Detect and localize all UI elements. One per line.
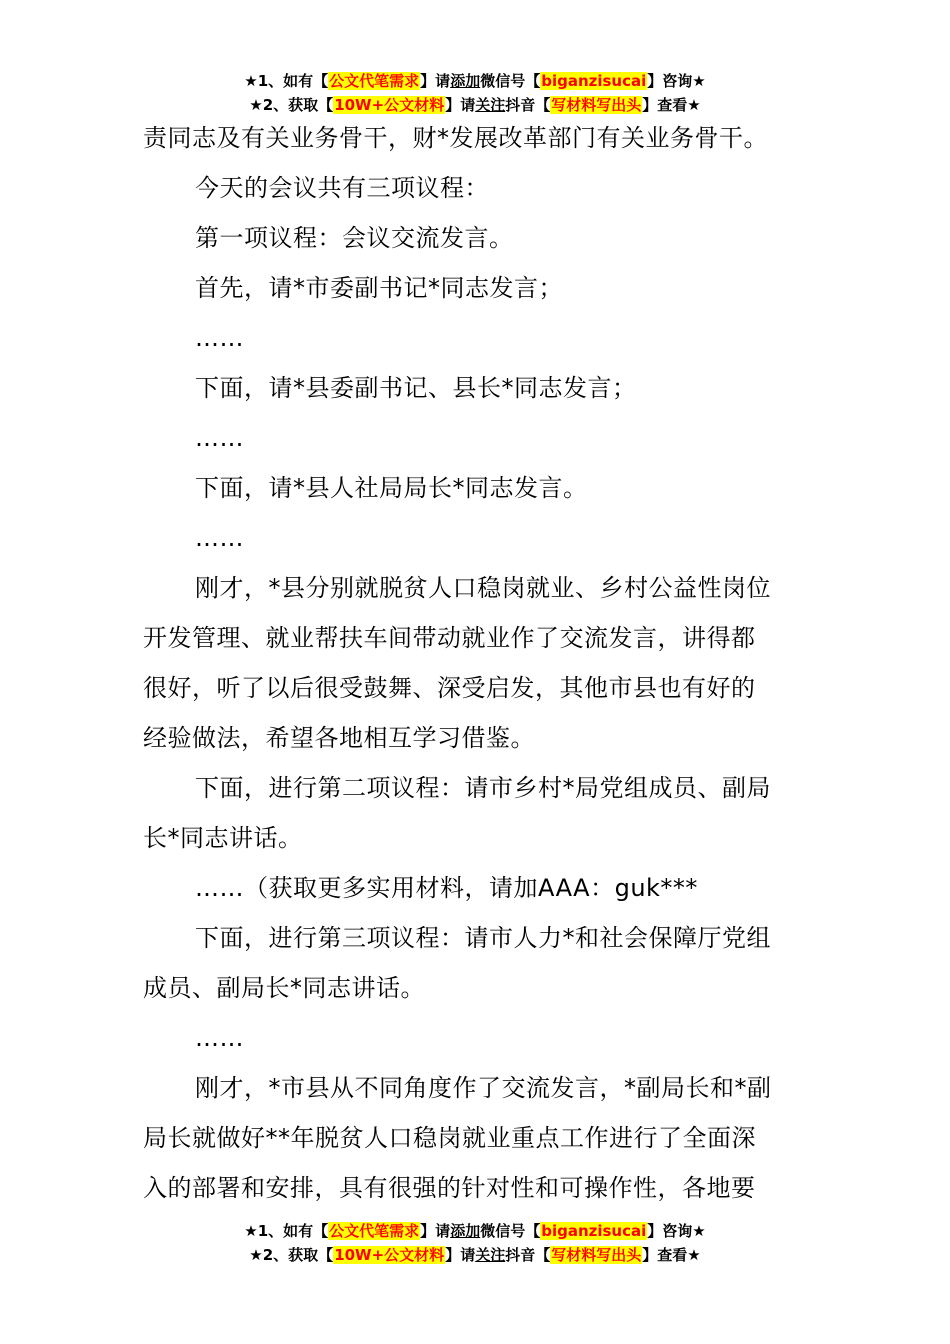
paragraph-line: 责同志及有关业务骨干，财*发展改革部门有关业务骨干。: [143, 124, 768, 152]
promo-line-1: ★1、如有【公文代笔需求】请添加微信号【biganzisucai】咨询★: [244, 72, 706, 90]
highlight-douyin: 写材料写出头: [551, 96, 642, 114]
highlight-service: 公文代笔需求: [329, 72, 420, 90]
highlight-service: 公文代笔需求: [329, 1222, 420, 1240]
highlight-douyin: 写材料写出头: [551, 1246, 642, 1264]
paragraph-line: ……: [195, 1024, 244, 1052]
bottom-promo-banner: [0, 1219, 950, 1267]
highlight-wechat-id: biganzisucai: [541, 72, 647, 90]
paragraph-line: 成员、副局长*同志讲话。: [143, 974, 425, 1002]
paragraph-line: 局长就做好**年脱贫人口稳岗就业重点工作进行了全面深: [143, 1124, 756, 1152]
promo-line-2: ★2、获取【10W+公文材料】请关注抖音【写材料写出头】查看★: [249, 1246, 701, 1264]
star-icon: ★: [244, 1222, 258, 1240]
top-promo-banner: [0, 69, 950, 117]
highlight-wechat-id: biganzisucai: [541, 1222, 647, 1240]
highlight-materials: 10W+公文材料: [334, 96, 445, 114]
paragraph-line: 经验做法，希望各地相互学习借鉴。: [143, 724, 535, 752]
paragraph-line: 下面，请*县人社局局长*同志发言。: [195, 474, 588, 502]
paragraph-line: 刚才，*市县从不同角度作了交流发言，*副局长和*副: [195, 1074, 772, 1102]
paragraph-line: 首先，请*市委副书记*同志发言；: [195, 274, 563, 302]
paragraph-line: 下面，请*县委副书记、县长*同志发言；: [195, 374, 637, 402]
paragraph-line: 今天的会议共有三项议程：: [195, 174, 489, 202]
paragraph-line: 长*同志讲话。: [143, 824, 303, 852]
paragraph-line: 开发管理、就业帮扶车间带动就业作了交流发言，讲得都: [143, 624, 756, 652]
paragraph-line: ……: [195, 324, 244, 352]
paragraph-line: ……: [195, 524, 244, 552]
paragraph-line: 刚才，*县分别就脱贫人口稳岗就业、乡村公益性岗位: [195, 574, 771, 602]
star-icon: ★: [249, 96, 263, 114]
star-icon: ★: [244, 72, 258, 90]
paragraph-line: 下面，进行第二项议程：请市乡村*局党组成员、副局: [195, 774, 771, 802]
paragraph-line: 很好，听了以后很受鼓舞、深受启发，其他市县也有好的: [143, 674, 756, 702]
star-icon: ★: [249, 1246, 263, 1264]
paragraph-line: ……（获取更多实用材料，请加AAA：guk***: [195, 874, 698, 902]
highlight-materials: 10W+公文材料: [334, 1246, 445, 1264]
promo-line-1: ★1、如有【公文代笔需求】请添加微信号【biganzisucai】咨询★: [244, 1222, 706, 1240]
document-body: [143, 113, 808, 1213]
promo-line-2: ★2、获取【10W+公文材料】请关注抖音【写材料写出头】查看★: [249, 96, 701, 114]
paragraph-line: ……: [195, 424, 244, 452]
paragraph-line: 第一项议程：会议交流发言。: [195, 224, 514, 252]
paragraph-line: 下面，进行第三项议程：请市人力*和社会保障厅党组: [195, 924, 771, 952]
paragraph-line: 入的部署和安排，具有很强的针对性和可操作性，各地要: [143, 1174, 756, 1202]
